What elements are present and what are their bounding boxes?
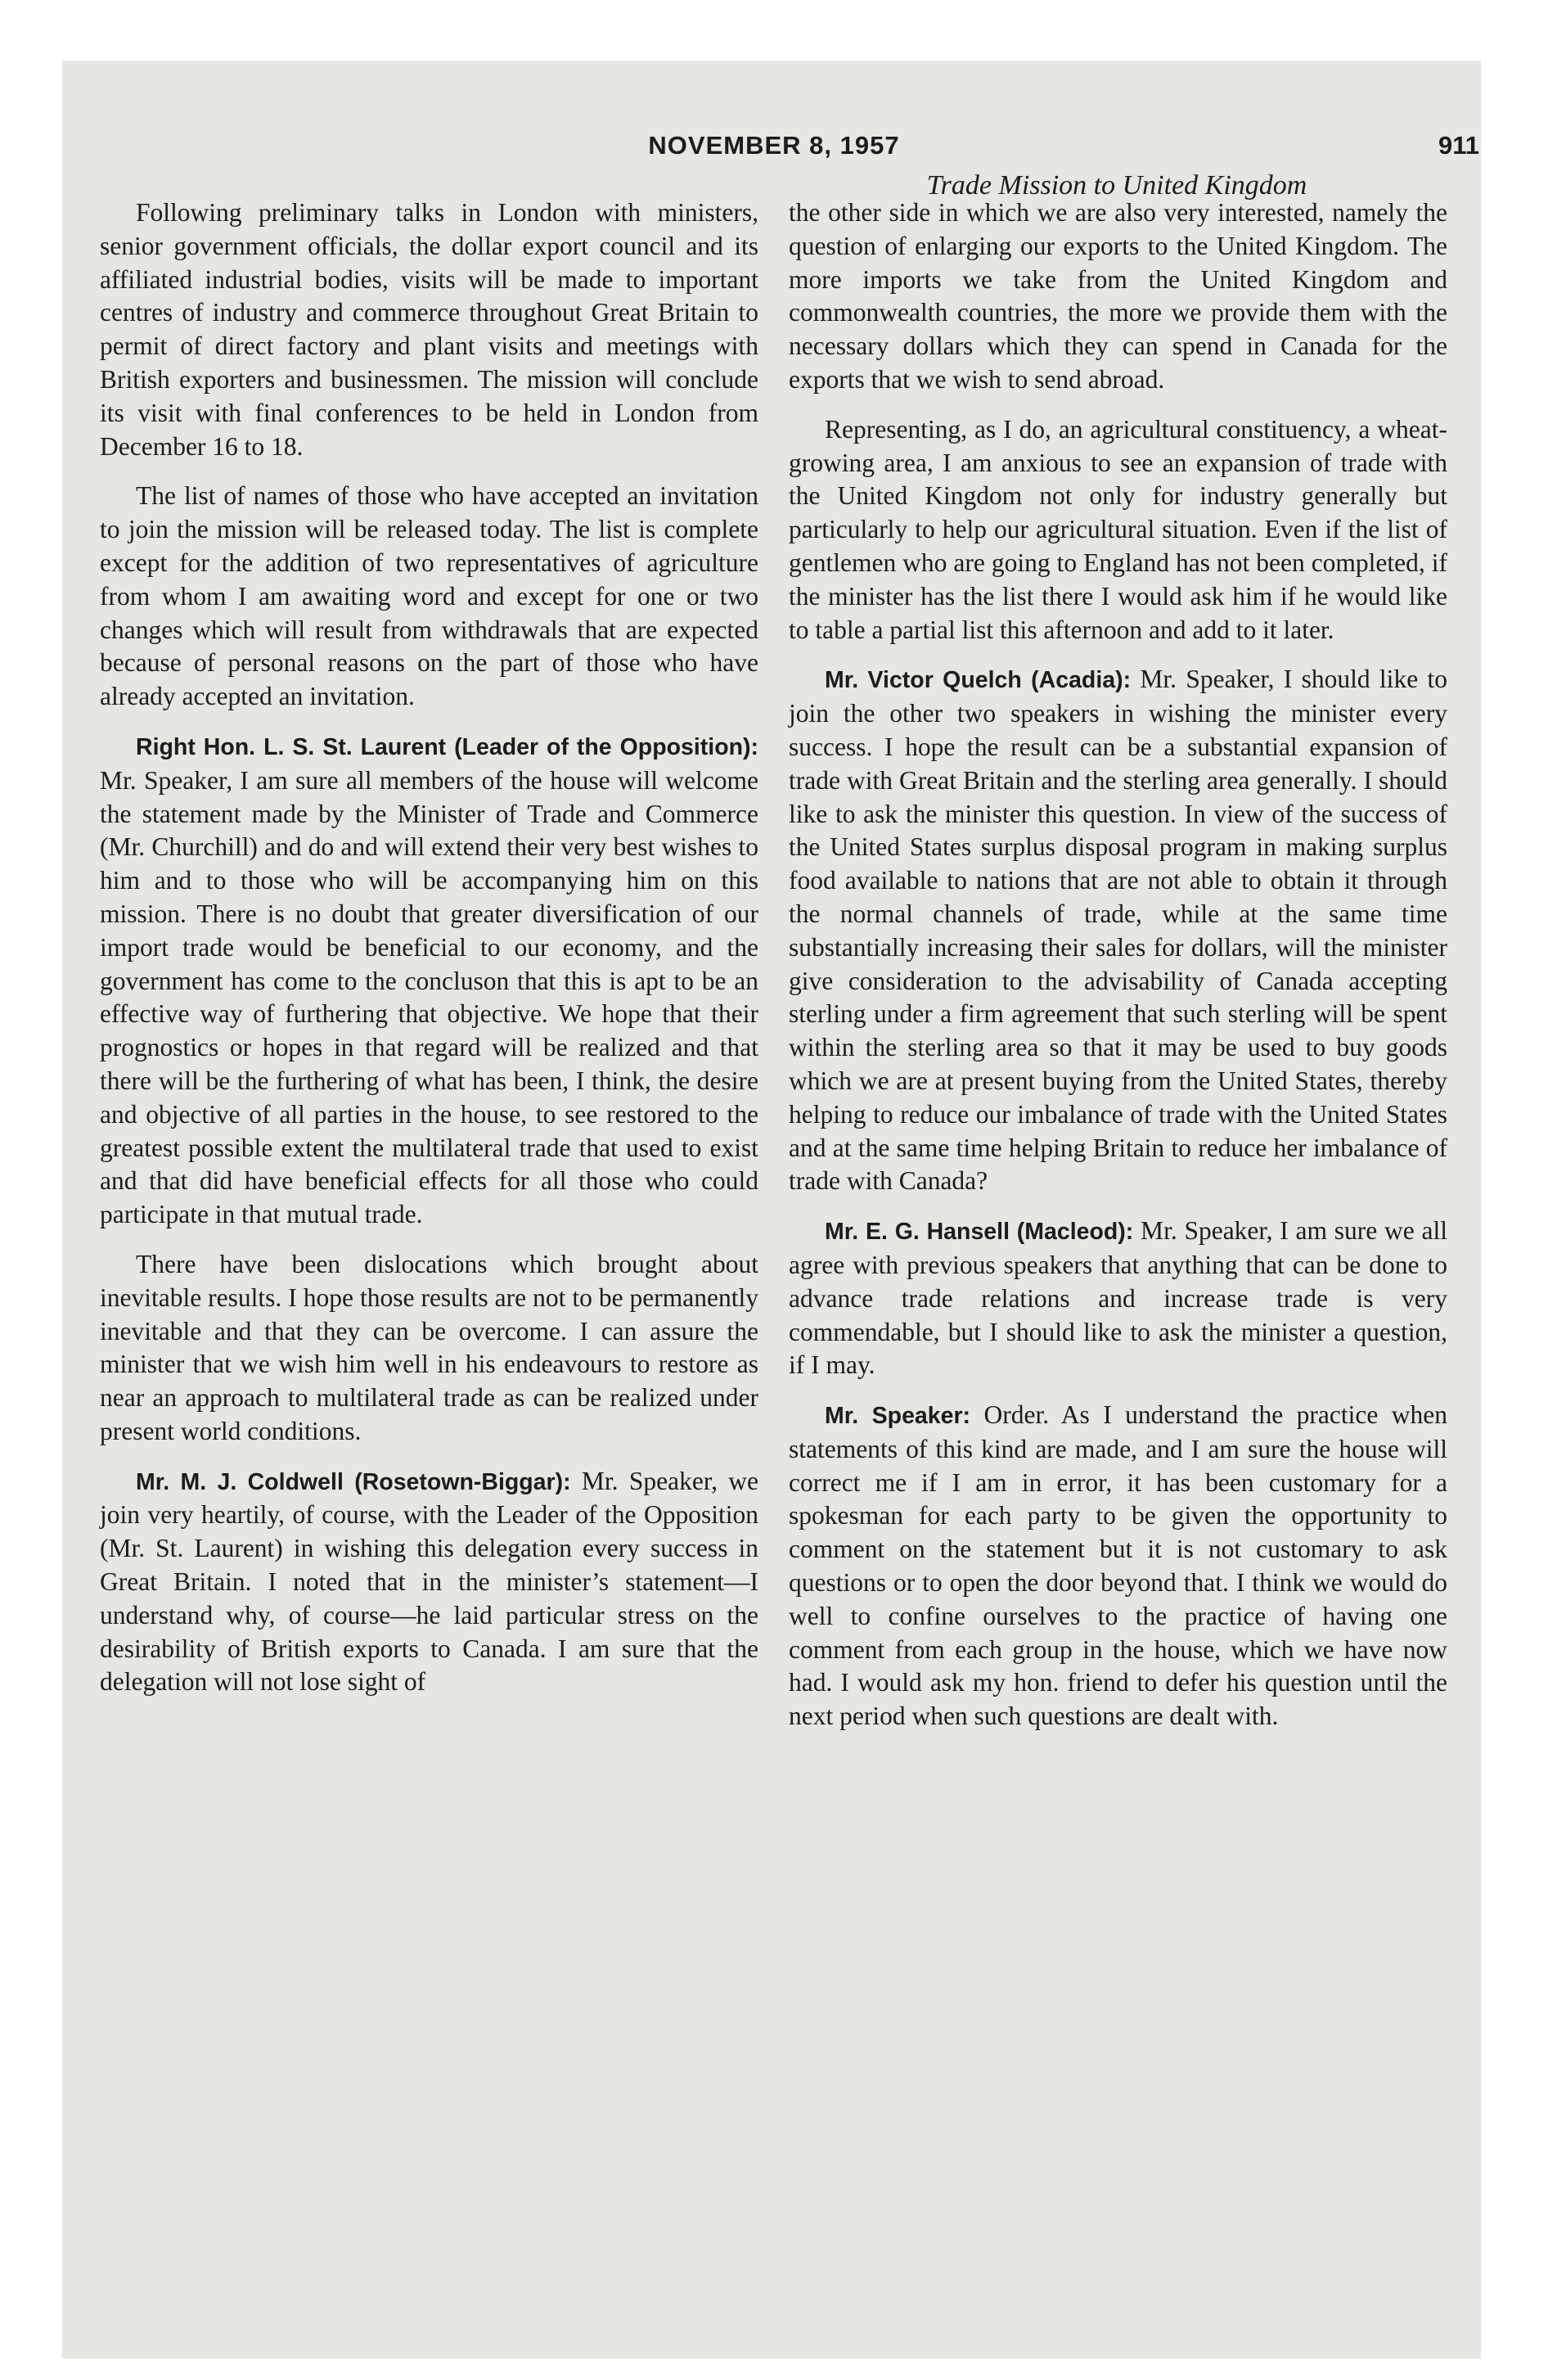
paragraph bbox=[100, 480, 758, 714]
speaker-name: Mr. Speaker: bbox=[825, 1403, 971, 1430]
paragraph-text: Mr. Speaker, I am sure we all agree with previous speakers that anything that can be done to advance trade relations and increase trade is very commendable, but I should like to ask the minister a question, if I may. bbox=[789, 1216, 1447, 1380]
paragraph bbox=[789, 413, 1447, 647]
paragraph bbox=[100, 1465, 758, 1700]
paragraph-text: Mr. Speaker, I should like to join the other two speakers in wishing the minister every success. I hope the result can be a substantial expansion of trade with Great Britain and the sterling area generally. I should like to ask the minister this question. In view of the success of the United States surplus disposal program in making surplus food available to nations that are not able to obtain it through the normal channels of trade, while at the same time substantially increasing their sales for dollars, will the minister give consideration to the advisability of Canada accepting sterling under a firm agreement that such sterling will be spent within the sterling area so that it may be used to buy goods which we are at present buying from the United States, thereby helping to reduce our imbalance of trade with the United States and at the same time helping Britain to reduce her imbalance of trade with Canada? bbox=[789, 665, 1447, 1196]
paragraph-text: Following preliminary talks in London with ministers, senior government officials, the dollar export council and its affiliated industrial bodies, visits will be made to important centres of industry and commerce throughout Great Britain to permit of direct factory and plant visits and meetings with British exporters and businessmen. The mission will conclude its visit with final conferences to be held in London from December 16 to 18. bbox=[100, 198, 758, 461]
speaker-name: Mr. E. G. Hansell (Macleod): bbox=[825, 1219, 1134, 1246]
left-column bbox=[100, 196, 758, 1715]
page-header bbox=[0, 131, 1548, 172]
page-number: 911 bbox=[1438, 131, 1479, 160]
paragraph bbox=[789, 196, 1447, 397]
paragraph bbox=[100, 1248, 758, 1449]
header-date: NOVEMBER 8, 1957 bbox=[648, 131, 900, 160]
paragraph bbox=[789, 1215, 1447, 1382]
paragraph-text: the other side in which we are also very interested, namely the question of enlarging our exports to the United Kingdom. The more imports we take from the United Kingdom and commonwealth countries, the more we provide them with the necessary dollars which they can spend in Canada for the exports that we wish to send abroad. bbox=[789, 198, 1447, 394]
paragraph bbox=[100, 196, 758, 463]
paragraph bbox=[100, 730, 758, 1232]
paragraph bbox=[789, 663, 1447, 1198]
paragraph-text: Mr. Speaker, we join very heartily, of course, with the Leader of the Opposition (Mr. St. Laurent) in wishing this delegation every success in Great Britain. I noted that in the minister’s statement—I understand why, of course—he laid particular stress on the desirability of British exports to Canada. I am sure that the delegation will not lose sight of bbox=[100, 1466, 758, 1697]
paragraph-text: Mr. Speaker, I am sure all members of the house will welcome the statement made by the Minister of Trade and Commerce (Mr. Churchill) and do and will extend their very best wishes to him and to those who will be accompanying him on this mission. There is no doubt that greater diversification of our import trade would be beneficial to our economy, and the government has come to the concluson that this is apt to be an effective way of furthering that objective. We hope that their prognostics or hopes in that regard will be realized and that there will be the furthering of what has been, I think, the desire and objective of all parties in the house, to see restored to the greatest possible extent the multilateral trade that used to exist and that did have beneficial effects for all those who could participate in that mutual trade. bbox=[100, 765, 758, 1229]
paragraph-text: There have been dislocations which brought about inevitable results. I hope those results are not to be permanently inevitable and that they can be overcome. I can assure the minister that we wish him well in his endeavours to restore as near an approach to multilateral trade as can be realized under present world conditions. bbox=[100, 1249, 758, 1445]
right-column bbox=[789, 196, 1447, 1750]
speaker-name: Mr. Victor Quelch (Acadia): bbox=[825, 667, 1132, 694]
paragraph bbox=[789, 1399, 1447, 1733]
paragraph-text: The list of names of those who have accepted an invitation to join the mission will be released today. The list is complete except for the addition of two representatives of agriculture from whom I am awaiting word and except for one or two changes which will result from withdrawals that are expected because of personal reasons on the part of those who have already accepted an invitation. bbox=[100, 481, 758, 711]
speaker-name: Right Hon. L. S. St. Laurent (Leader of the Opposition): bbox=[136, 733, 758, 760]
paragraph-text: Representing, as I do, an agricultural constituency, a wheat-growing area, I am anxious to see an expansion of trade with the United Kingdom not only for industry generally but particularly to help our agricultural situation. Even if the list of gentlemen who are going to England has not been completed, if the minister has the list there I would ask him if he would like to table a partial list this afternoon and add to it later. bbox=[789, 414, 1447, 644]
paragraph-text: Order. As I understand the practice when statements of this kind are made, and I am sure the house will correct me if I am in error, it has been customary for a spokesman for each party to be given the opportunity to comment on the statement but it is not customary to ask questions or to open the door beyond that. I think we would do well to confine ourselves to the practice of having one comment from each group in the house, which we have now had. I would ask my hon. friend to defer his question until the next period when such questions are dealt with. bbox=[789, 1400, 1448, 1731]
running-head: Trade Mission to United Kingdom bbox=[926, 170, 1307, 201]
speaker-name: Mr. M. J. Coldwell (Rosetown-Biggar): bbox=[136, 1468, 571, 1495]
